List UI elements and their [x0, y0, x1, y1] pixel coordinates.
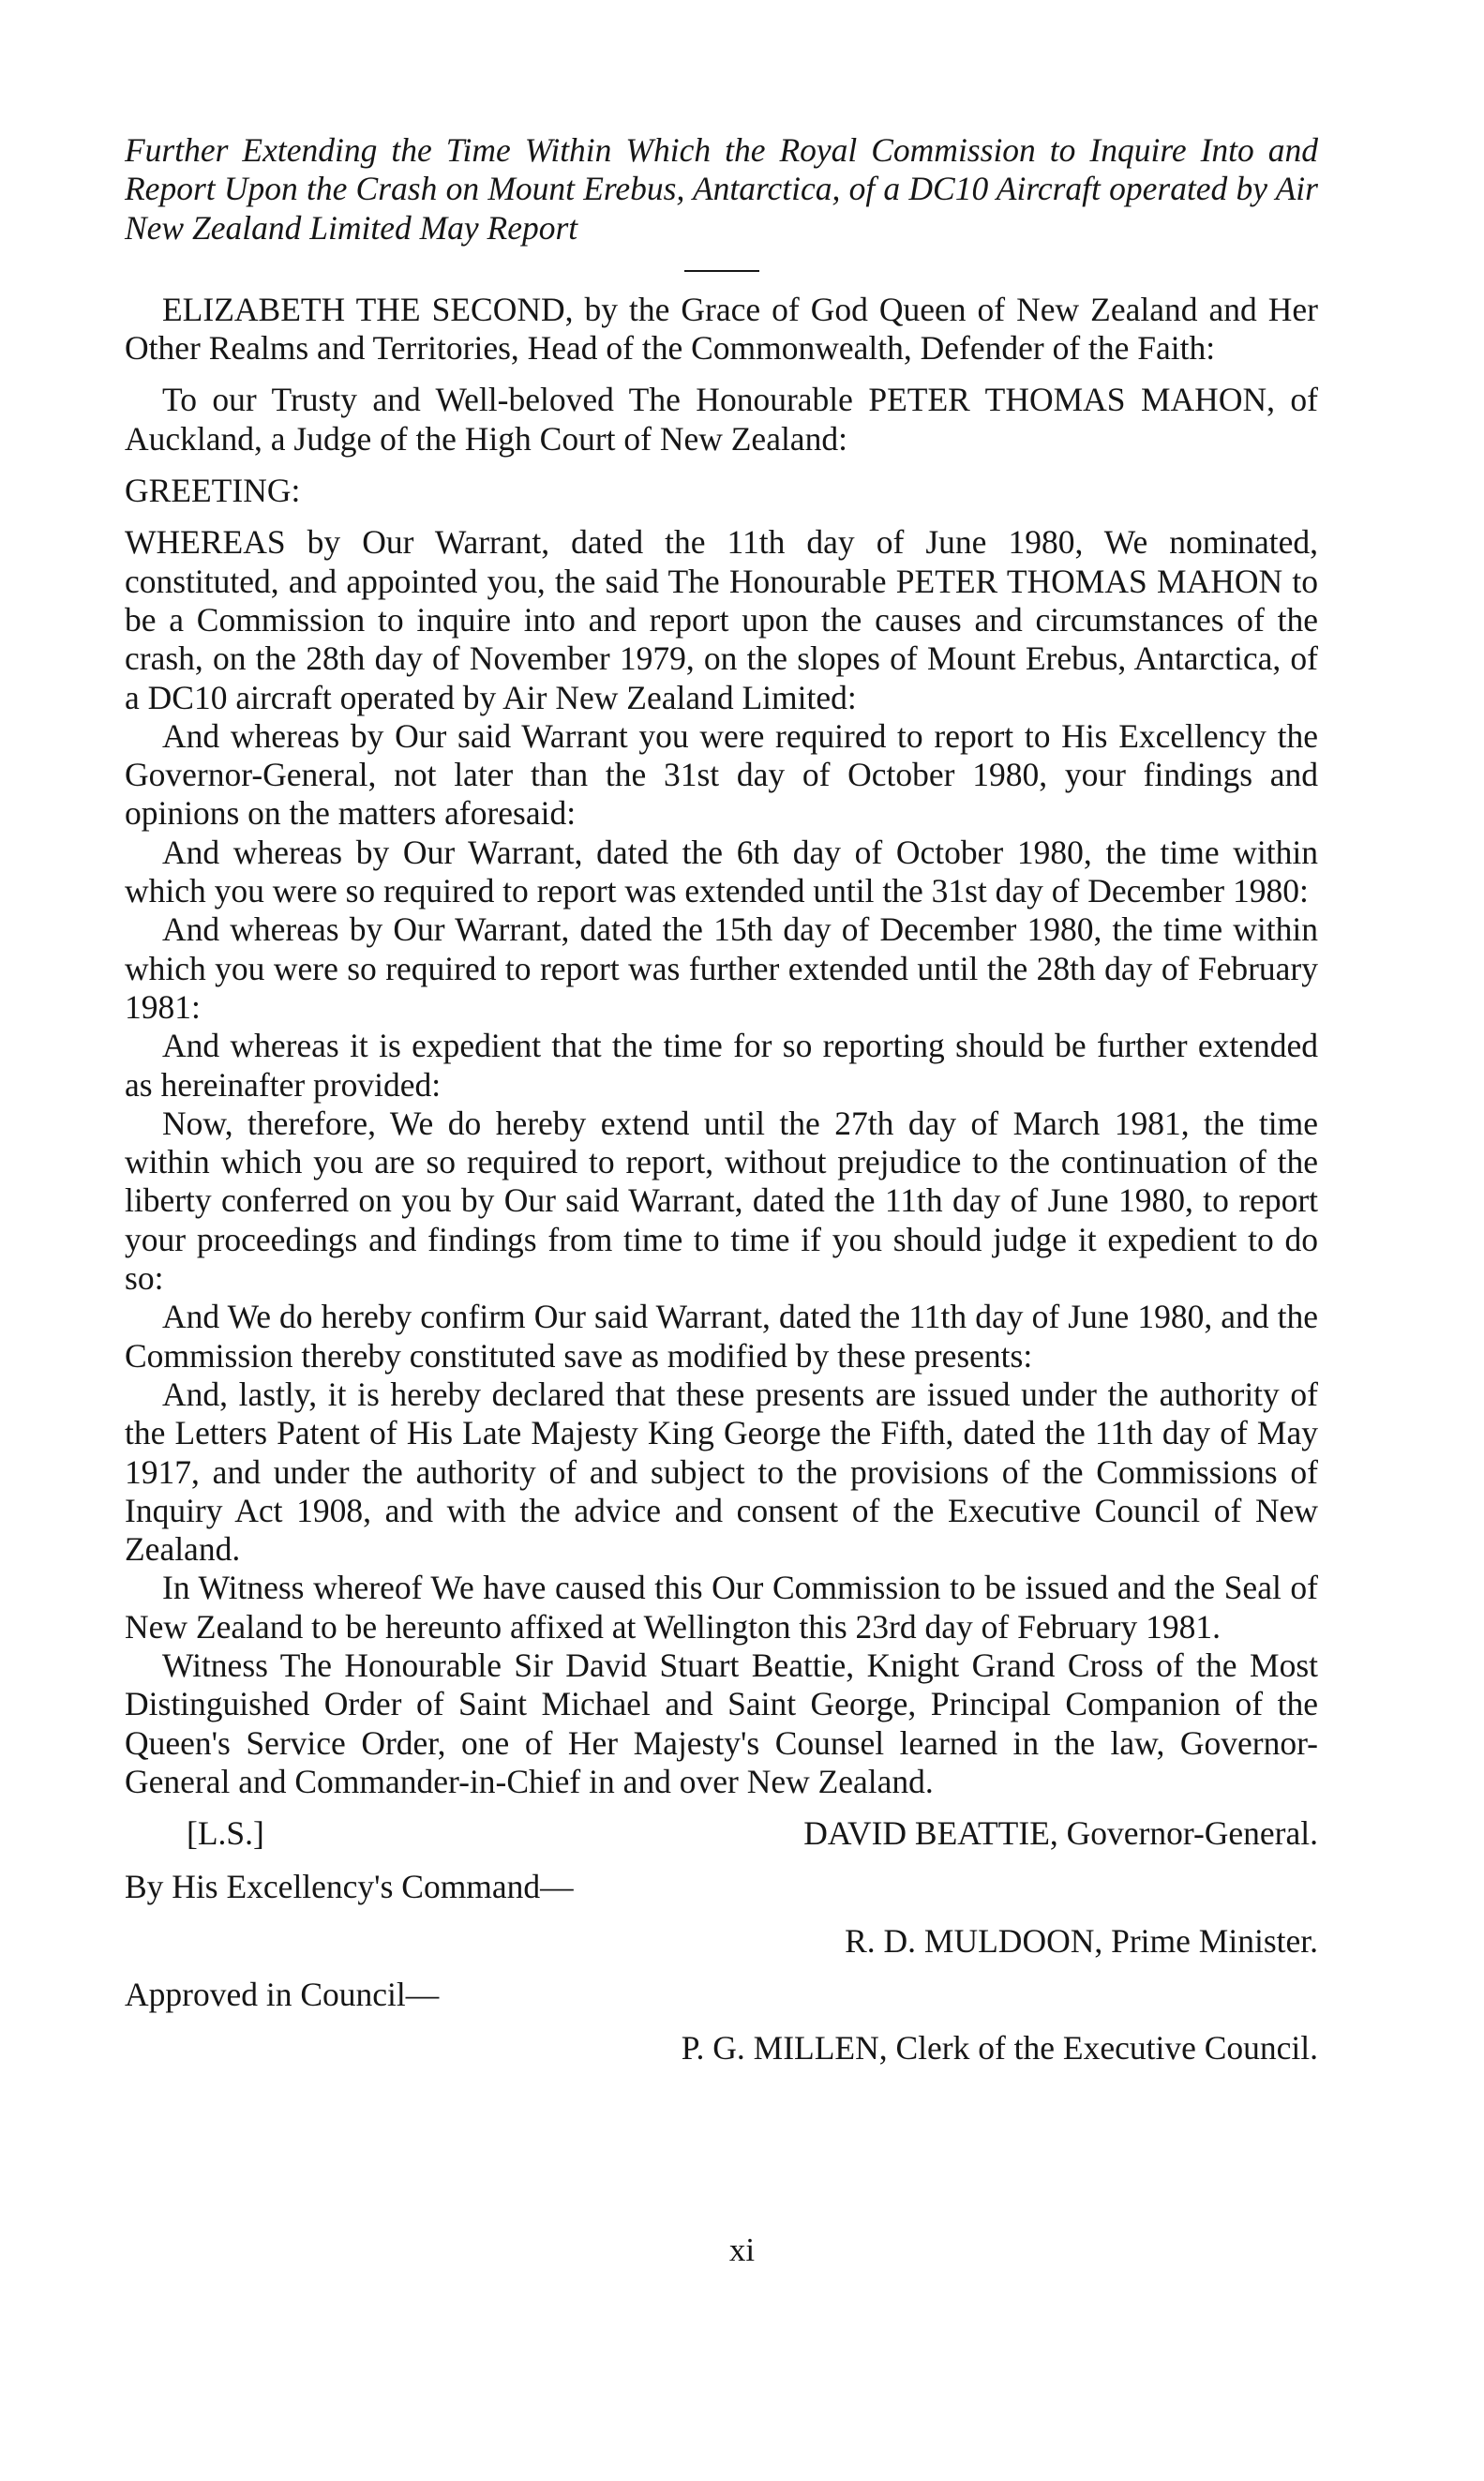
authority-paragraph: And, lastly, it is hereby declared that these presents are issued under the authority of the Letters Patent of His Late Majesty King George the Fifth, dated the 11th day of May 1917, and under the authority of and subject to the provisions of the Commissions of Inquiry Act 1908, and with the advice and consent of the Executive Council of New Zealand. — [125, 1375, 1318, 1569]
addressee-paragraph: To our Trusty and Well-beloved The Honourable PETER THOMAS MAHON, of Auckland, a Judge of the High Court of New Zealand: — [125, 381, 1318, 458]
recital-paragraph: And whereas by Our said Warrant you were required to report to His Excellency the Governor-General, not later than the 31st day of October 1980, your findings and opinions on the matters aforesaid: — [125, 716, 1318, 833]
recital-paragraph: And whereas it is expedient that the time for so reporting should be further extended as hereinafter provided: — [125, 1027, 1318, 1104]
recital-paragraph: And whereas by Our Warrant, dated the 6th day of October 1980, the time within which you were so required to report was extended until the 31st day of December 1980: — [125, 833, 1318, 910]
recital-paragraph: And whereas by Our Warrant, dated the 15th day of December 1980, the time within which you were so required to report was further extended until the 28th day of February 1981: — [125, 910, 1318, 1026]
whereas-paragraph: WHEREAS by Our Warrant, dated the 11th day of June 1980, We nominated, constituted, and appointed you, the said The Honourable PETER THOMAS MAHON to be a Commission to inquire into and report upon the causes and circumstances of the crash, on the 28th day of November 1979, on the slopes of Mount Erebus, Antarctica, of a DC10 aircraft operated by Air New Zealand Limited: — [125, 523, 1318, 716]
confirmation-paragraph: And We do hereby confirm Our said Warrant, dated the 11th day of June 1980, and the Commission thereby constituted save as modified by these presents: — [125, 1298, 1318, 1375]
approved-line: Approved in Council— — [125, 1976, 440, 2014]
seal-mark: [L.S.] — [187, 1814, 264, 1853]
governor-signature: DAVID BEATTIE, Governor-General. — [803, 1814, 1318, 1853]
governor-signature-row — [125, 1814, 1318, 1853]
page-number: xi — [728, 2232, 756, 2268]
greeting: GREETING: — [125, 472, 301, 510]
operative-paragraph: Now, therefore, We do hereby extend until the 27th day of March 1981, the time within which you are so required to report, without prejudice to the continuation of the liberty conferred on you by Our said Warrant, dated the 11th day of June 1980, to report your proceedings and findings from time to time if you should judge it expedient to do so: — [125, 1104, 1318, 1298]
title-rule — [684, 270, 759, 272]
sovereign-paragraph: ELIZABETH THE SECOND, by the Grace of God Queen of New Zealand and Her Other Realms and Territories, Head of the Commonwealth, Defender of the Faith: — [125, 290, 1318, 368]
command-line: By His Excellency's Command— — [125, 1868, 574, 1906]
witness-whereof-paragraph: In Witness whereof We have caused this Our Commission to be issued and the Seal of New Zealand to be hereunto affixed at Wellington this 23rd day of February 1981. — [125, 1569, 1318, 1646]
document-title: Further Extending the Time Within Which the Royal Commission to Inquire Into and Report Upon the Crash on Mount Erebus, Antarctica, of a DC10 Aircraft operated by Air New Zealand Limited May Report — [125, 131, 1318, 247]
witness-paragraph: Witness The Honourable Sir David Stuart Beattie, Knight Grand Cross of the Most Distinguished Order of Saint Michael and Saint George, Principal Companion of the Queen's Service Order, one of Her Majesty's Counsel learned in the law, Governor-General and Commander-in-Chief in and over New Zealand. — [125, 1646, 1318, 1800]
prime-minister-signature: R. D. MULDOON, Prime Minister. — [845, 1921, 1318, 1960]
clerk-signature: P. G. MILLEN, Clerk of the Executive Council. — [681, 2029, 1318, 2068]
document-body — [125, 131, 1318, 2068]
